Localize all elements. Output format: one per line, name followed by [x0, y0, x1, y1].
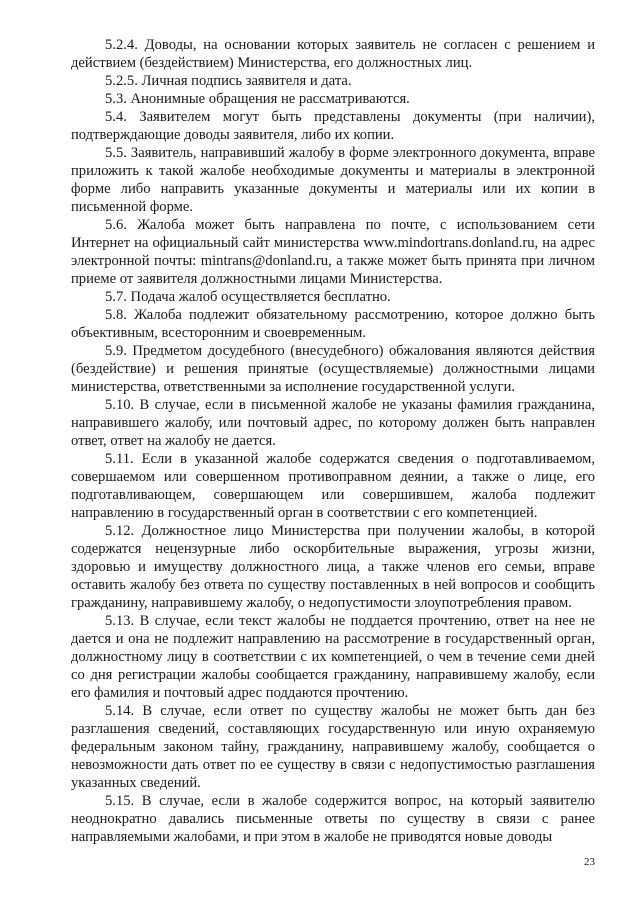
- document-body: [71, 36, 595, 846]
- paragraph-5-7: 5.7. Подача жалоб осуществляется бесплатно.: [105, 289, 391, 305]
- paragraph-5-10: 5.10. В случае, если в письменной жалобе не указаны фамилия гражданина, направившего жалобу, или почтовый адрес, по которому должен быть направлен ответ, ответ на жалобу не дается.: [71, 397, 595, 449]
- paragraph-5-8: 5.8. Жалоба подлежит обязательному рассмотрению, которое должно быть объективным, всесторонним и своевременным.: [71, 307, 595, 341]
- paragraph-5-2-5: 5.2.5. Личная подпись заявителя и дата.: [105, 73, 352, 89]
- paragraph-5-3: 5.3. Анонимные обращения не рассматриваются.: [105, 91, 410, 107]
- paragraph-5-12: 5.12. Должностное лицо Министерства при получении жалобы, в которой содержатся нецензурные либо оскорбительные выражения, угрозы жизни, здоровью и имуществу должностного лица, а также членов его семьи, вправе оставить жалобу без ответа по существу поставленных в ней вопросов и сообщить гражданину, направившему жалобу, о недопустимости злоупотребления правом.: [71, 523, 595, 611]
- page-number: 23: [584, 856, 595, 868]
- paragraph-5-2-4: 5.2.4. Доводы, на основании которых заявитель не согласен с решением и действием (бездействием) Министерства, его должностных лиц.: [71, 37, 595, 71]
- paragraph-5-11: 5.11. Если в указанной жалобе содержатся сведения о подготавливаемом, совершаемом или совершенном противоправном деянии, а также о лице, его подготавливающем, совершающем или совершившем, жалоба подлежит направлению в государственный орган в соответствии с его компетенцией.: [71, 451, 595, 521]
- paragraph-5-15: 5.15. В случае, если в жалобе содержится вопрос, на который заявителю неоднократно давались письменные ответы по существу в связи с ранее направляемыми жалобами, и при этом в жалобе не приводятся новые доводы: [71, 793, 595, 845]
- paragraph-5-4: 5.4. Заявителем могут быть представлены документы (при наличии), подтверждающие доводы заявителя, либо их копии.: [71, 109, 595, 143]
- paragraph-5-9: 5.9. Предметом досудебного (внесудебного) обжалования являются действия (бездействие) и решения принятые (осуществляемые) должностными лицами министерства, ответственными за исполнение государственной услуги.: [71, 343, 595, 395]
- paragraph-5-6: 5.6. Жалоба может быть направлена по почте, с использованием сети Интернет на официальный сайт министерства www.mindortrans.donland.ru, на адрес электронной почты: mintrans@donland.ru, а также может быть принята при личном приеме от заявителя должностными лицами Министерства.: [71, 217, 595, 287]
- paragraph-5-14: 5.14. В случае, если ответ по существу жалобы не может быть дан без разглашения сведений, составляющих государственную или иную охраняемую федеральным законом тайну, гражданину, направившему жалобу, сообщается о невозможности дать ответ по ее существу в связи с недопустимостью разглашения указанных сведений.: [71, 703, 595, 791]
- paragraph-5-13: 5.13. В случае, если текст жалобы не поддается прочтению, ответ на нее не дается и она не подлежит направлению на рассмотрение в государственный орган, должностному лицу в соответствии с их компетенцией, о чем в течение семи дней со дня регистрации жалобы сообщается гражданину, направившему жалобу, если его фамилия и почтовый адрес поддаются прочтению.: [71, 613, 595, 701]
- paragraph-5-5: 5.5. Заявитель, направивший жалобу в форме электронного документа, вправе приложить к такой жалобе необходимые документы и материалы в электронной форме либо направить указанные документы и материалы или их копии в письменной форме.: [71, 145, 595, 215]
